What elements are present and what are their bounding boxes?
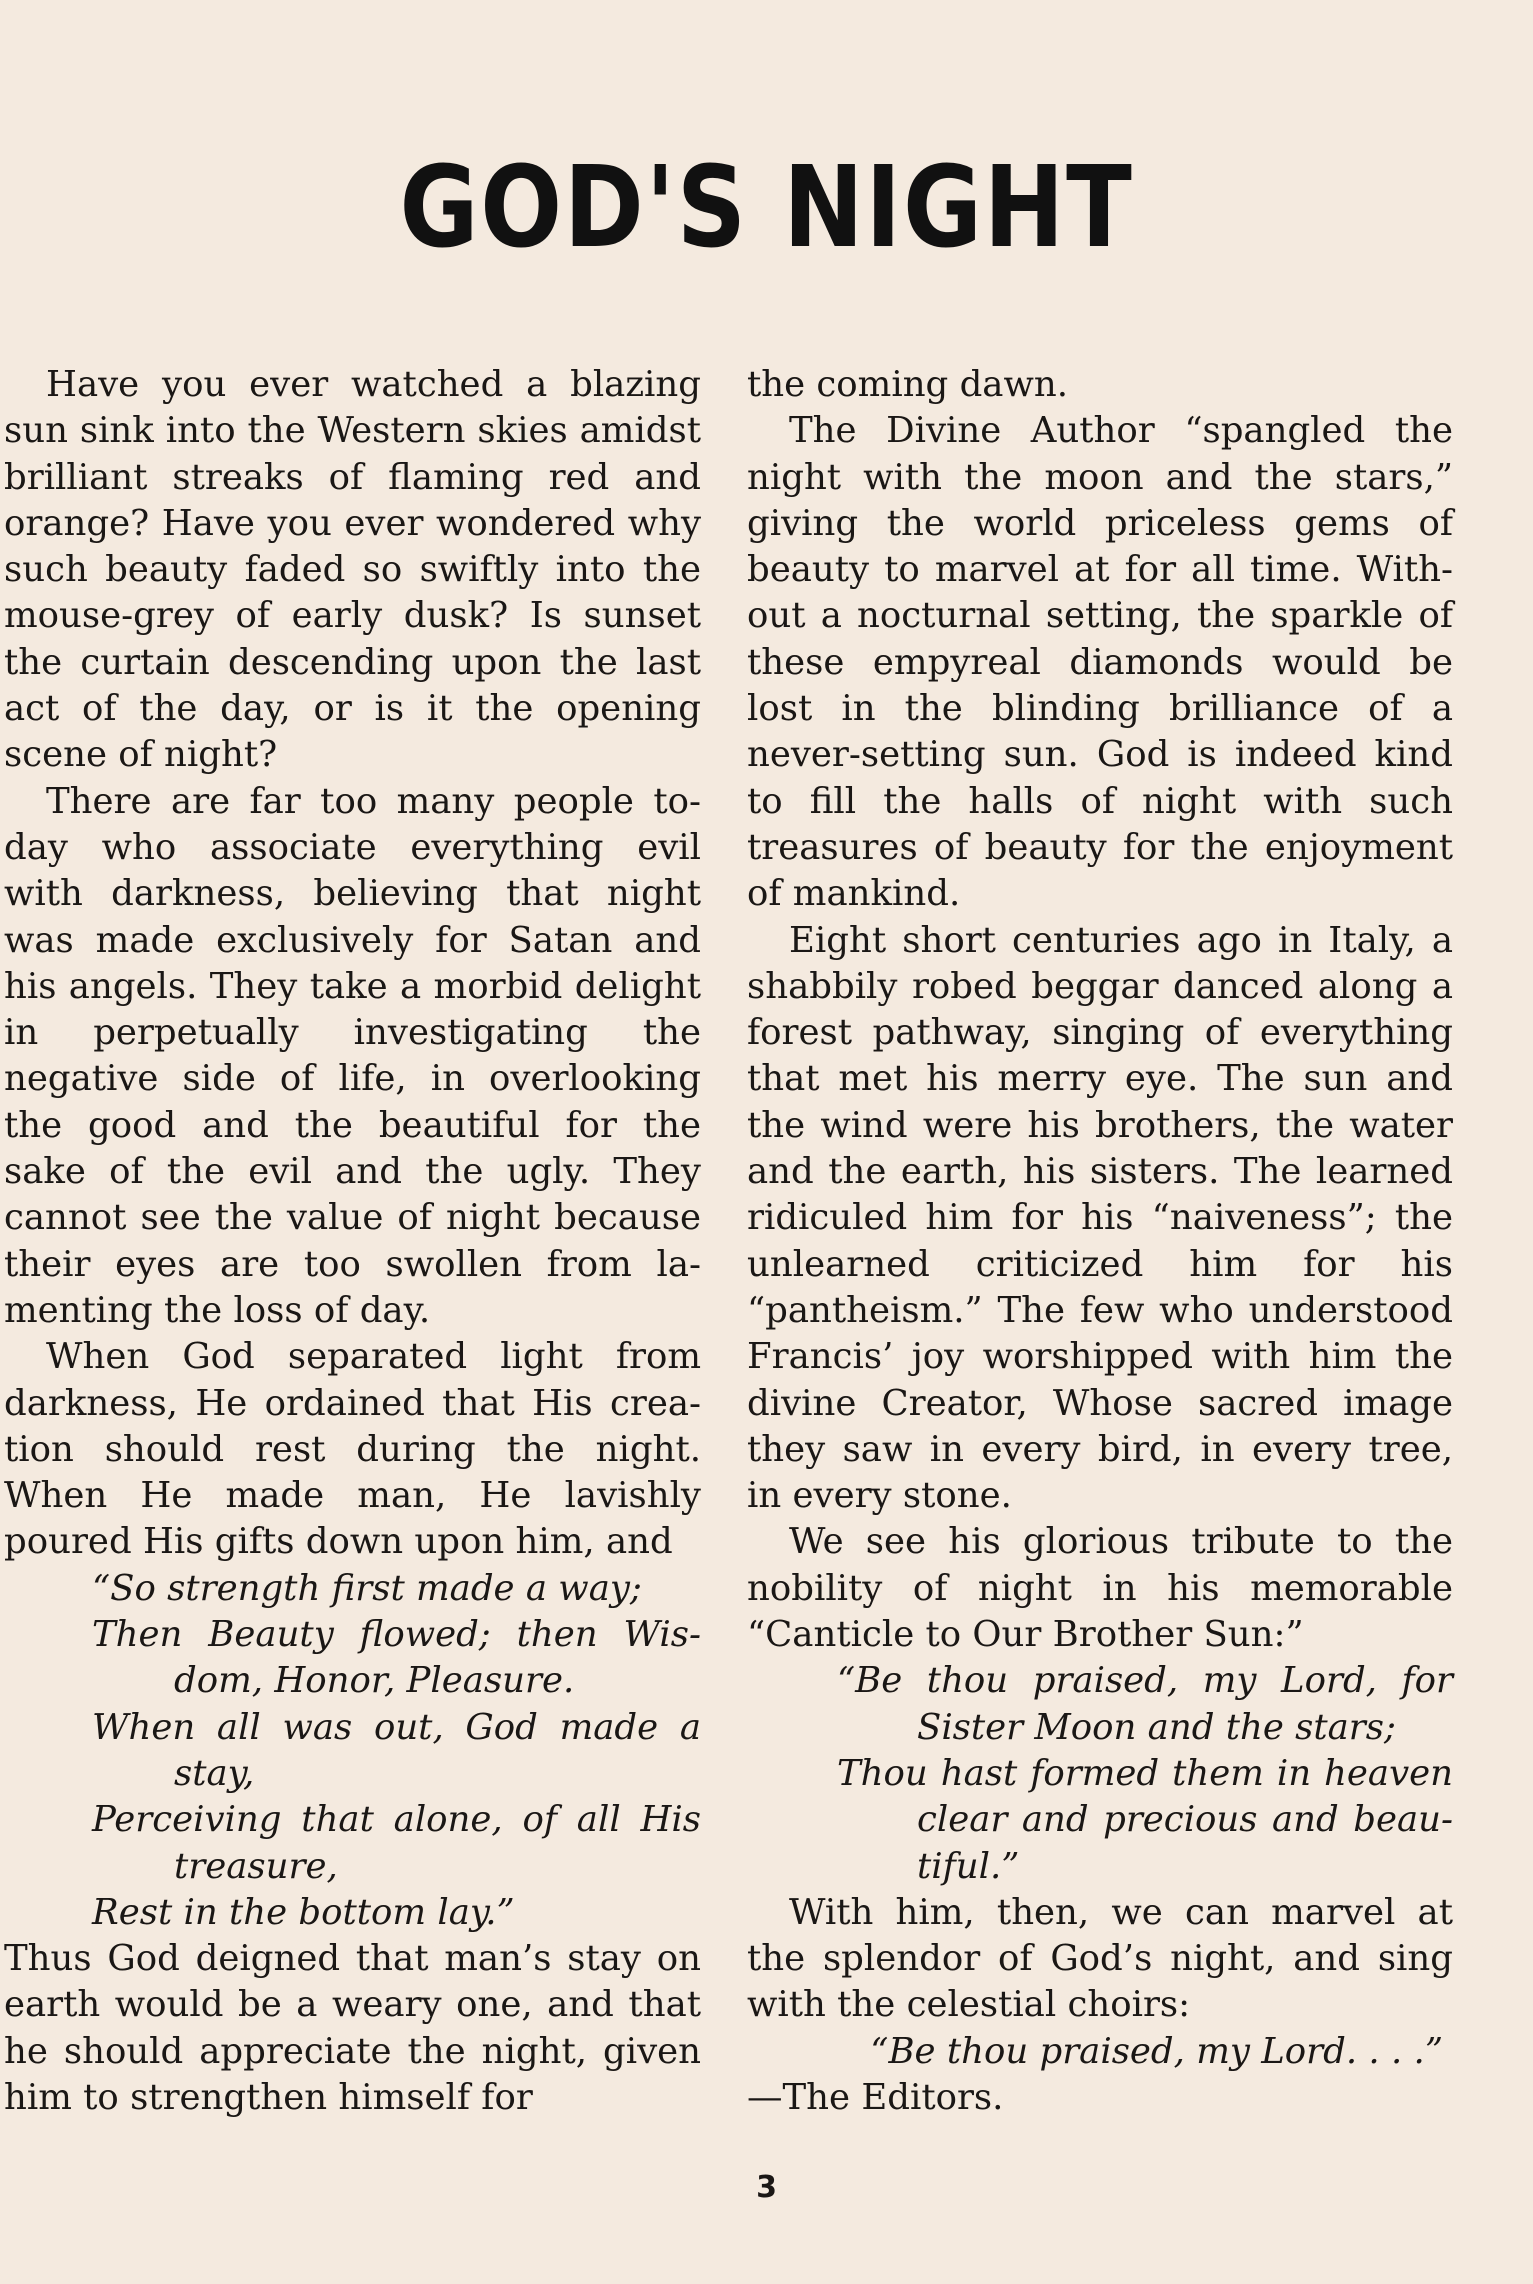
- poem-quote-left: [4, 1566, 701, 1936]
- poem-quote-right: [747, 1658, 1453, 1889]
- poem-line: Thou hast formed them in heaven clear and precious and beautiful.”: [837, 1752, 1453, 1887]
- signature: —The Editors.: [747, 2076, 1004, 2118]
- page-number: 3: [756, 2170, 777, 2205]
- article-title: GOD'S NIGHT: [399, 143, 1134, 273]
- paragraph-darkness: There are far too many people today who associate everything evil with darkness, believing that night was made exclusively for Satan and his angels. They take a morbid delight in perpetually investigating the negative side of life, in overlooking the good and the beautiful for the sake of the evil and the ugly. They cannot see the value of night because their eyes are too swollen from lamenting the loss of day.: [4, 780, 701, 1331]
- paragraph-francis: Eight short centuries ago in Italy, a shabbily robed beggar danced along a forest pathway, singing of everything that met his merry eye. The sun and the wind were his brothers, the water and the earth, his sisters. The learned ridiculed him for his “naiveness”; the unlearned criticized him for his “pantheism.” The few who understood Francis’ joy worshipped with him the divine Creator, Whose sacred image they saw in every bird, in every tree, in every stone.: [747, 919, 1453, 1517]
- paragraph-creation: When God separated light from darkness, He ordained that His creation should rest during the night. When He made man, He lavishly poured His gifts down upon him, and: [4, 1336, 701, 1563]
- poem-line: When all was out, God made a stay,: [92, 1706, 701, 1794]
- paragraph-sunset: Have you ever watched a blazing sun sink into the Western skies amidst brilliant streaks of flaming red and orange? Have you ever wondered why such beauty faded so swiftly into the mouse-grey of early dusk? Is sunset the curtain descending upon the last act of the day, or is it the opening scene of night?: [4, 364, 701, 776]
- poem-line: “Be thou praised, my Lord, for Sister Moon and the stars;: [837, 1660, 1453, 1748]
- poem-line: Perceiving that alone, of all His treasure,: [92, 1799, 701, 1887]
- poem-line: Rest in the bottom lay.”: [92, 1891, 515, 1933]
- paragraph-canticle: We see his glorious tribute to the nobility of night in his memorable “Canticle to Our Brother Sun:”: [747, 1521, 1453, 1656]
- right-column: [747, 362, 1453, 2121]
- paragraph-marvel: With him, then, we can marvel at the splendor of God’s night, and sing with the celestial choirs:: [747, 1891, 1453, 2026]
- closing-quote: “Be thou praised, my Lord. . . .”: [870, 2030, 1443, 2072]
- poem-line: Then Beauty flowed; then Wisdom, Honor, Pleasure.: [92, 1614, 701, 1702]
- paragraph-divine-author: The Divine Author “spangled the night with the moon and the stars,” giving the world priceless gems of beauty to marvel at for all time. Without a nocturnal setting, the sparkle of these empyreal diamonds would be lost in the blinding brilliance of a never-setting sun. God is indeed kind to fill the halls of night with such treasures of beauty for the enjoyment of mankind.: [747, 410, 1453, 915]
- paragraph-weary-stay: Thus God deigned that man’s stay on earth would be a weary one, and that he should appreciate the night, given him to strengthen himself for: [4, 1938, 701, 2118]
- left-column: [4, 362, 701, 2121]
- poem-line: “So strength first made a way;: [92, 1567, 642, 1609]
- paragraph-dawn: the coming dawn.: [747, 364, 1068, 405]
